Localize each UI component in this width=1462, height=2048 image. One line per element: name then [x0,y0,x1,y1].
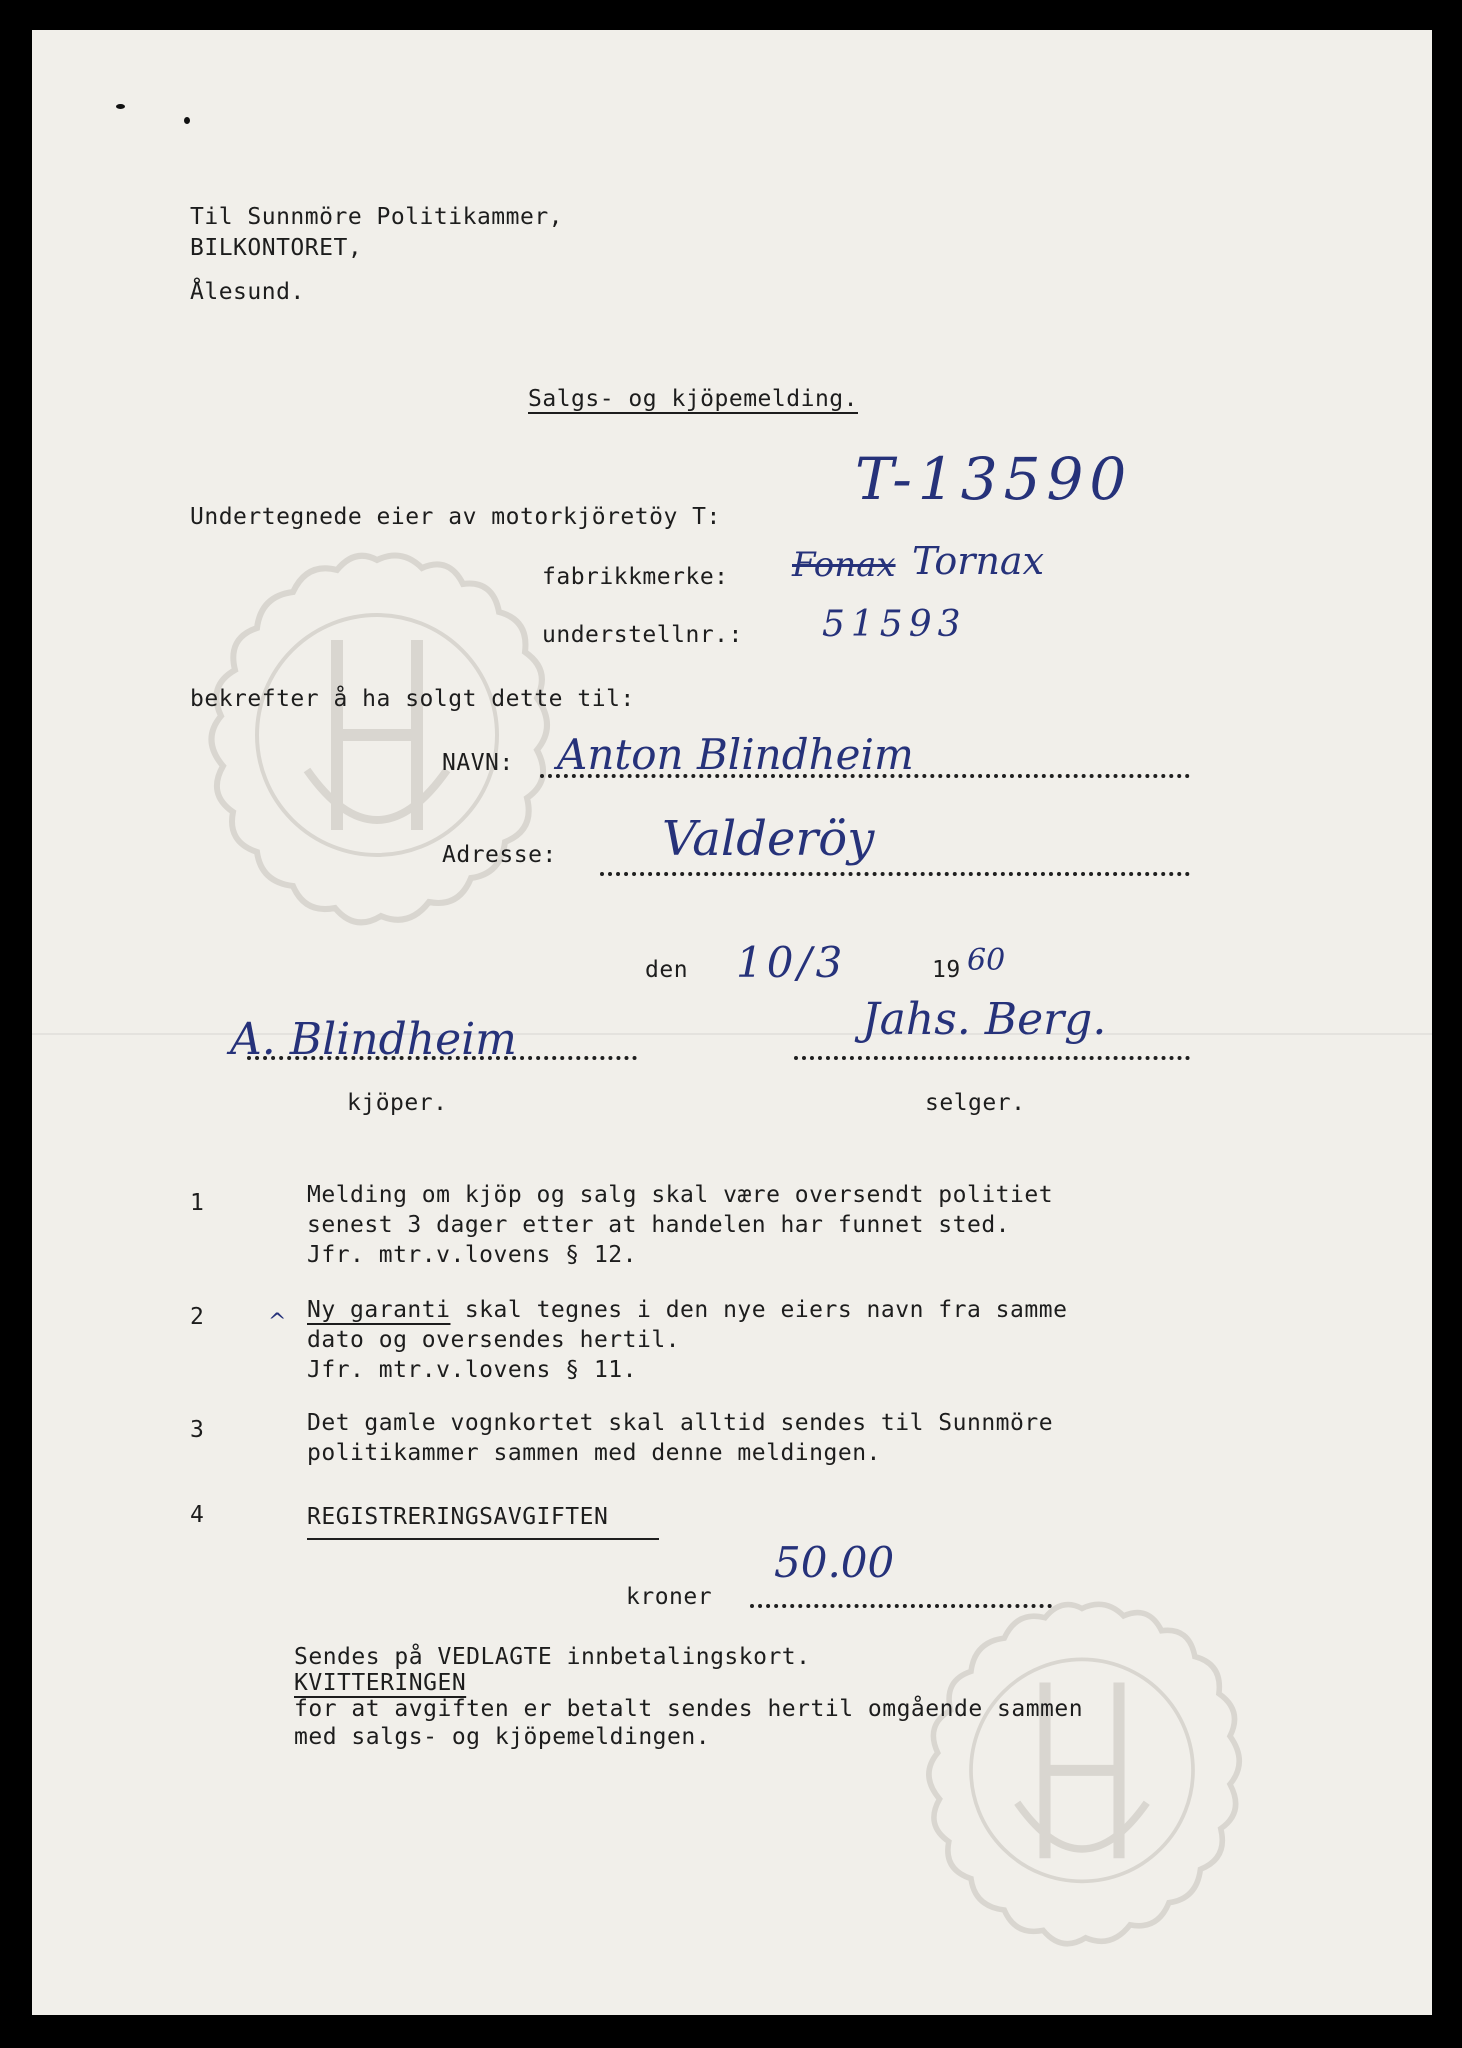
buyer-signature: A. Blindheim [230,1014,517,1065]
date-year-prefix: 19 [932,957,961,983]
make-value-struck: Fonax [792,545,896,585]
date-label: den [645,957,689,983]
rule-2-line-1 [307,1295,1067,1325]
fee-line-4: med salgs- og kjöpemeldingen. [294,1724,711,1750]
page-title: Salgs- og kjöpemelding. [528,386,858,412]
rule-1-line-2: senest 3 dager etter at handelen har funnet sted. [307,1212,1011,1238]
rule-2-line-3: Jfr. mtr.v.lovens § 11. [307,1357,637,1383]
rule-2-line-1-rest: skal tegnes i den nye eiers navn fra samme [450,1297,1068,1323]
rule-3-line-2: politikammer sammen med denne meldingen. [307,1440,881,1466]
fee-line-1: Sendes på VEDLAGTE innbetalingskort. [294,1644,811,1670]
owner-label: Undertegnede eier av motorkjöretöy T: [190,504,721,530]
chassis-label: understellnr.: [542,622,743,648]
kroner-label: kroner [626,1584,713,1610]
fee-line-3: for at avgiften er betalt sendes hertil omgående sammen [294,1696,1084,1722]
ink-speck [116,104,125,109]
rule-1-line-1: Melding om kjöp og salg skal være oversendt politiet [307,1182,1054,1208]
make-label: fabrikkmerke: [542,564,729,590]
rule-1-line-3: Jfr. mtr.v.lovens § 12. [307,1242,637,1268]
fee-dotted-line [750,1604,1052,1608]
chassis-value: 51593 [822,604,967,645]
rule-3-line-1: Det gamle vognkortet skal alltid sendes til Sunnmöre [307,1410,1054,1436]
rule-number: 1 [190,1190,205,1216]
seller-signature: Jahs. Berg. [862,994,1107,1045]
name-label: NAVN: [442,750,514,776]
rule-2-underlined: Ny garanti [307,1297,451,1323]
fee-heading-underline [307,1538,659,1540]
make-value: Tornax [912,539,1044,583]
address-line-2: BILKONTORET, [190,235,363,261]
caret-mark-icon: ^ [268,1310,287,1335]
address-label: Adresse: [442,842,557,868]
rule-number: 2 [190,1304,205,1330]
registration-value: T-13590 [855,445,1133,513]
buyer-label: kjöper. [347,1090,448,1116]
ink-speck [184,117,190,124]
embossed-seal-bottom [897,1590,1267,1960]
fee-heading: REGISTRERINGSAVGIFTEN [307,1504,609,1530]
buyer-address-value: Valderöy [662,811,875,867]
buyer-name-value: Anton Blindheim [557,730,914,779]
buyer-signature-line [247,1056,637,1060]
seller-label: selger. [925,1090,1026,1116]
date-day-month: 10/3 [736,938,847,987]
seller-signature-line [794,1056,1190,1060]
name-dotted-line [540,774,1190,778]
address-line-1: Til Sunnmöre Politikammer, [190,204,564,230]
fee-line-2: KVITTERINGEN [294,1670,467,1696]
date-year-suffix: 60 [967,943,1006,978]
document-page [32,30,1432,2015]
embossed-seal-top [187,540,567,940]
rule-number: 3 [190,1417,205,1443]
address-line-3: Ålesund. [190,279,305,305]
confirm-label: bekrefter å ha solgt dette til: [190,686,635,712]
rule-2-line-2: dato og oversendes hertil. [307,1327,681,1353]
rule-number: 4 [190,1502,205,1528]
fee-amount: 50.00 [774,1538,895,1587]
address-dotted-line [600,872,1190,876]
